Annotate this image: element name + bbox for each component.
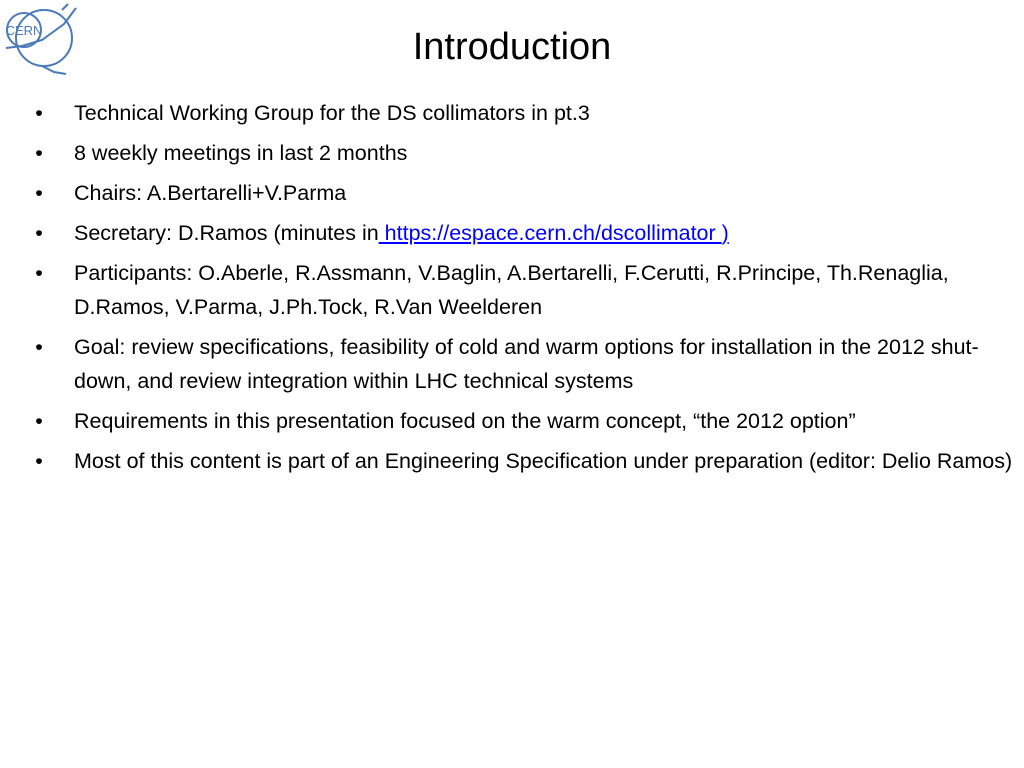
- bullet-text: Technical Working Group for the DS collimators in pt.3: [74, 101, 590, 125]
- list-item: [32, 176, 1018, 210]
- list-item: [32, 96, 1018, 130]
- bullet-icon: •: [35, 181, 43, 205]
- bullet-icon: •: [35, 261, 43, 285]
- bullet-text: 8 weekly meetings in last 2 months: [74, 141, 408, 165]
- bullet-text-end: ): [721, 221, 729, 245]
- bullet-list: [32, 96, 1018, 484]
- list-item: [32, 136, 1018, 170]
- bullet-text: Secretary: D.Ramos (minutes in: [74, 221, 379, 245]
- bullet-icon: •: [35, 141, 43, 165]
- bullet-text: Goal: review specifications, feasibility of cold and warm options for installation in the 2012 shut-down, and review integration within LHC technical systems: [74, 335, 979, 393]
- bullet-text: Requirements in this presentation focused on the warm concept, “the 2012 option”: [74, 409, 856, 433]
- list-item: [32, 256, 1018, 324]
- bullet-icon: •: [35, 101, 43, 125]
- list-item: [32, 404, 1018, 438]
- list-item: [32, 330, 1018, 398]
- bullet-icon: •: [35, 449, 43, 473]
- page-title: Introduction: [412, 26, 612, 68]
- bullet-text: Chairs: A.Bertarelli+V.Parma: [74, 181, 347, 205]
- bullet-text: Participants: O.Aberle, R.Assmann, V.Baglin, A.Bertarelli, F.Cerutti, R.Principe, Th.Renaglia, D.Ramos, V.Parma, J.Ph.Tock, R.Van Weelderen: [74, 261, 949, 319]
- list-item: [32, 444, 1018, 478]
- bullet-icon: •: [35, 409, 43, 433]
- list-item: [32, 216, 1018, 250]
- bullet-text: Most of this content is part of an Engineering Specification under preparation (editor: Delio Ramos): [74, 449, 1013, 473]
- bullet-icon: •: [35, 335, 43, 359]
- minutes-link[interactable]: https://espace.cern.ch/dscollimator: [378, 221, 722, 245]
- logo-text: CERN: [5, 23, 43, 38]
- bullet-icon: •: [35, 221, 43, 245]
